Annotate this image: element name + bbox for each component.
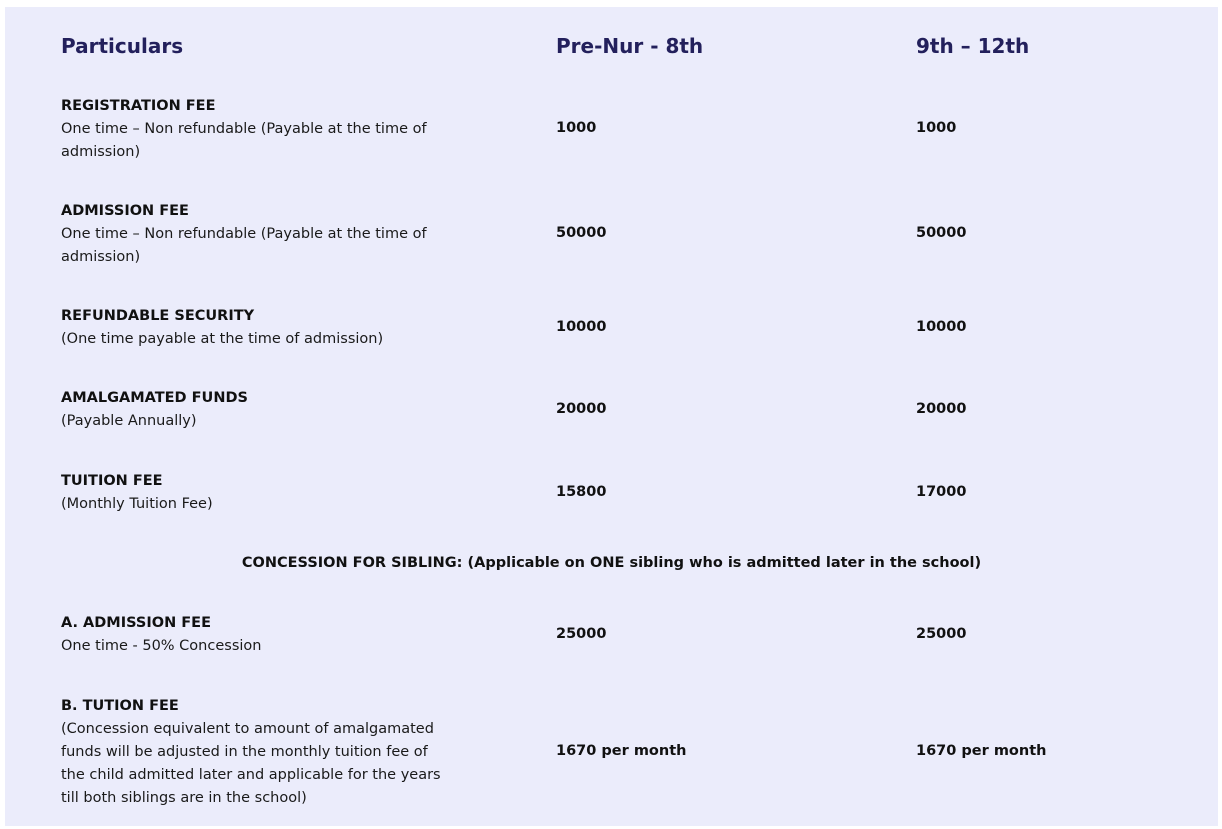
particular-title: TUITION FEE [61,473,163,489]
value-pre-nur-8th: 15800 [556,484,607,500]
value-9th-12th: 10000 [916,319,967,335]
header-particulars: Particulars [61,34,184,58]
value-pre-nur-8th: 1000 [556,120,597,136]
concession-prefix: CONCESSION FOR SIBLING: (Applicable on [241,555,591,571]
particular-desc: One time - 50% Concession [61,638,262,654]
particular-cell [61,200,441,269]
value-9th-12th: 17000 [916,484,967,500]
particular-cell [61,470,441,516]
value-9th-12th: 50000 [916,225,967,241]
particular-cell [61,387,441,433]
value-pre-nur-8th: 25000 [556,626,607,642]
particular-title: AMALGAMATED FUNDS [61,390,248,406]
particular-desc: One time – Non refundable (Payable at the time of admission) [61,121,427,160]
particular-desc: (Monthly Tuition Fee) [61,496,213,512]
particular-cell [61,95,441,164]
value-pre-nur-8th: 20000 [556,401,607,417]
particular-title: A. ADMISSION FEE [61,615,211,631]
particular-title: ADMISSION FEE [61,203,189,219]
header-9th-12th: 9th – 12th [916,34,1030,58]
particular-cell [61,305,441,351]
concession-suffix: sibling who is admitted later in the school) [624,555,982,571]
concession-emphasis: ONE [590,555,625,571]
fee-structure-table [5,7,1218,826]
particular-cell [61,695,441,810]
sibling-concession-heading [5,552,1218,575]
particular-desc: (Payable Annually) [61,413,197,429]
particular-title: B. TUTION FEE [61,698,179,714]
value-pre-nur-8th: 10000 [556,319,607,335]
particular-desc: (Concession equivalent to amount of amalgamated funds will be adjusted in the monthly tuition fee of the child admitted later and applicable for the years till both siblings are in the school) [61,721,441,806]
value-pre-nur-8th: 50000 [556,225,607,241]
particular-title: REFUNDABLE SECURITY [61,308,255,324]
value-pre-nur-8th: 1670 per month [556,743,687,759]
particular-desc: One time – Non refundable (Payable at the time of admission) [61,226,427,265]
value-9th-12th: 1670 per month [916,743,1047,759]
value-9th-12th: 1000 [916,120,957,136]
particular-cell [61,612,441,658]
header-pre-nur-8th: Pre-Nur - 8th [556,34,704,58]
particular-title: REGISTRATION FEE [61,98,216,114]
particular-desc: (One time payable at the time of admission) [61,331,384,347]
value-9th-12th: 25000 [916,626,967,642]
value-9th-12th: 20000 [916,401,967,417]
